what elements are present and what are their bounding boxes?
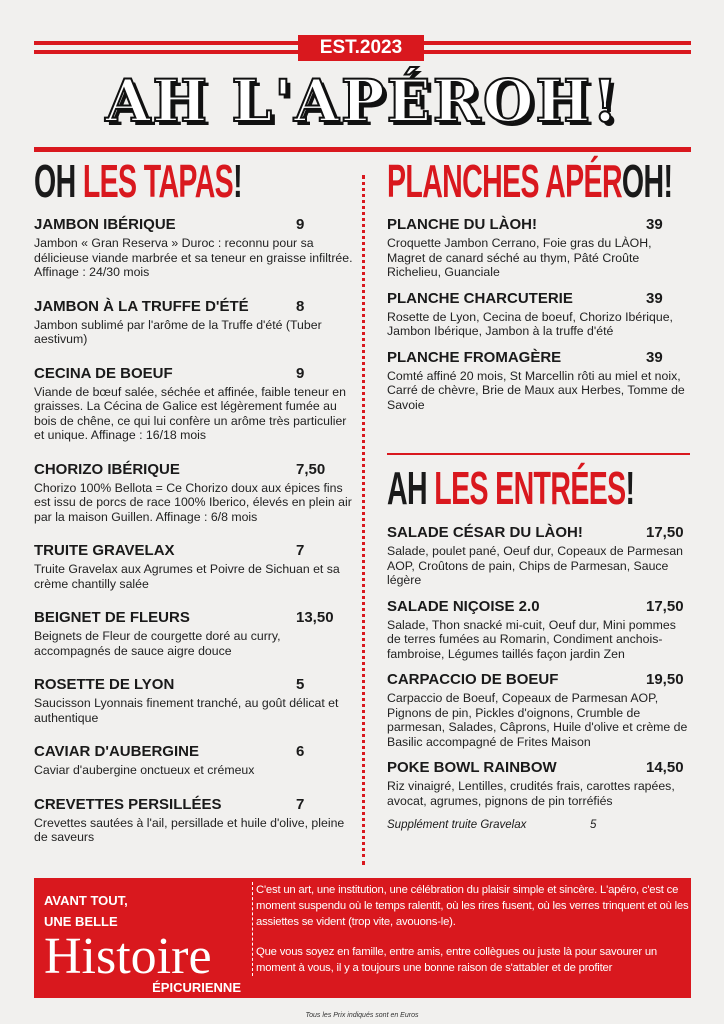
item-description: Viande de bœuf salée, séchée et affinée, faible teneur en graisses. La Cécina de Galice est légèrement fumée au bois de chêne, ce qui lui confère un arôme très particulier et unique. Affinage : 16/18 mois: [34, 384, 347, 442]
item-price: 39: [646, 348, 663, 366]
heading-part: LES ENTRÉES: [434, 462, 626, 514]
item-name: CHORIZO IBÉRIQUE: [34, 460, 180, 478]
item-name: PLANCHE DU LÀOH!: [387, 216, 537, 233]
footer-note: Tous les Prix indiqués sont en Euros: [305, 1012, 419, 1019]
item-description: Saucisson Lyonnais finement tranché, au goût délicat et authentique: [34, 696, 339, 725]
item-name: BEIGNET DE FLEURS: [34, 609, 190, 626]
item-price: 19,50: [646, 671, 684, 688]
item-description: Salade, poulet pané, Oeuf dur, Copeaux de Parmesan AOP, Croûtons de pain, Chips de Parmesan, Sauce légère: [387, 544, 684, 587]
item-price: 17,50: [646, 524, 684, 541]
planches-list: [387, 216, 692, 412]
item-name: SALADE NIÇOISE 2.0: [387, 597, 540, 615]
item-name: JAMBON À LA TRUFFE D'ÉTÉ: [34, 297, 249, 315]
item-price: 9: [296, 364, 305, 382]
histoire-line: AVANT TOUT,: [44, 893, 128, 908]
item-price: 14,50: [646, 759, 684, 776]
heading-part: !: [233, 155, 242, 207]
menu-item: [34, 743, 356, 778]
tapas-heading: [34, 155, 242, 207]
item-description: Jambon « Gran Reserva » Duroc : reconnu pour sa délicieuse viande marbrée et sa teneur en graisse infiltrée. Affinage : 24/30 mois: [34, 236, 353, 279]
menu-item: [34, 542, 356, 591]
est-badge: EST.2023: [298, 35, 424, 61]
supplement-label: Supplément truite Gravelax: [387, 819, 527, 831]
entrees-list: [387, 524, 692, 833]
section-rule: [387, 453, 690, 455]
histoire-box: [34, 878, 691, 998]
histoire-title: Histoire: [44, 928, 212, 985]
item-description: Jambon sublimé par l'arôme de la Truffe d'été (Tuber aestivum): [34, 317, 322, 346]
item-description: Comté affiné 20 mois, St Marcellin rôti au miel et noix, Carré de chèvre, Brie de Maux aux Herbes, Tomme de Savoie: [387, 368, 685, 412]
menu-item: [34, 216, 356, 280]
item-name: PLANCHE FROMAGÈRE: [387, 348, 562, 366]
item-description: Beignets de Fleur de courgette doré au curry, accompagnés de sauce aigre douce: [34, 629, 281, 658]
menu-item: [387, 759, 692, 808]
heading-part: OH!: [621, 155, 673, 207]
heading-part: PLANCHES APÉR: [387, 155, 622, 207]
item-price: 7: [296, 542, 305, 559]
planches-heading: [387, 155, 672, 207]
item-price: 17,50: [646, 597, 684, 615]
supplement: [387, 818, 692, 833]
histoire-paragraph: Que vous soyez en famille, entre amis, entre collègues ou juste là pour savourer un moment à vous, il y a toujours une bonne raison de s'attabler et de profiter: [256, 946, 657, 974]
item-name: CECINA DE BOEUF: [34, 364, 173, 382]
menu-item: [387, 290, 692, 339]
item-price: 7,50: [296, 460, 326, 478]
item-price: 39: [646, 216, 663, 233]
item-name: POKE BOWL RAINBOW: [387, 759, 557, 776]
entrees-heading: [387, 462, 634, 514]
item-description: Chorizo 100% Bellota = Ce Chorizo doux aux épices fins est issu de porcs de race 100% Iberico, élevés en plein air par la maison Guillen. Affinage : 6/8 mois: [34, 480, 352, 524]
item-name: ROSETTE DE LYON: [34, 676, 175, 693]
item-description: Rosette de Lyon, Cecina de boeuf, Chorizo Ibérique, Jambon Ibérique, Jambon à la truffe d'été: [387, 309, 673, 338]
item-name: CAVIAR D'AUBERGINE: [34, 743, 199, 760]
item-name: TRUITE GRAVELAX: [34, 542, 175, 559]
item-description: Crevettes sautées à l'ail, persillade et huile d'olive, pleine de saveurs: [34, 815, 345, 844]
heading-part: AH: [387, 462, 435, 514]
item-description: Caviar d'aubergine onctueux et crémeux: [34, 763, 255, 777]
heading-part: OH: [34, 155, 83, 207]
item-name: PLANCHE CHARCUTERIE: [387, 289, 573, 307]
menu-item: [34, 298, 356, 347]
item-name: SALADE CÉSAR DU LÀOH!: [387, 524, 583, 541]
item-price: 5: [296, 676, 305, 693]
histoire-line: ÉPICURIENNE: [152, 980, 241, 995]
item-price: 13,50: [296, 609, 334, 626]
menu-item: [387, 349, 692, 413]
item-description: Truite Gravelax aux Agrumes et Poivre de Sichuan et sa crème chantilly salée: [34, 562, 340, 591]
item-description: Carpaccio de Boeuf, Copeaux de Parmesan AOP, Pignons de pin, Pickles d'oignons, Crumble de parmesan, Salades, Câprons, Huile d'olive et crème de Basilic accompagné de Frites Maison: [387, 691, 688, 749]
menu-item: [34, 676, 356, 725]
menu-item: [34, 796, 356, 845]
item-price: 6: [296, 743, 305, 760]
tapas-list: [34, 216, 356, 845]
supplement-price: 5: [590, 819, 597, 831]
item-description: Riz vinaigré, Lentilles, crudités frais, carottes rapées, avocat, agrumes, pignons de pin torréfiés: [387, 779, 675, 808]
menu-item: [387, 671, 692, 749]
heading-part: LES TAPAS: [82, 155, 234, 207]
item-name: CARPACCIO DE BOEUF: [387, 671, 559, 688]
item-price: 39: [646, 289, 663, 307]
histoire-line: UNE BELLE: [44, 914, 118, 929]
item-description: Croquette Jambon Cerrano, Foie gras du LÀOH, Magret de canard séché au thym, Pâté Croûte Richelieu, Guanciale: [387, 236, 652, 279]
menu-item: [34, 609, 356, 658]
menu-item: [387, 524, 692, 588]
heading-part: !: [625, 462, 635, 514]
logo-title: AH L'APÉROH!: [105, 67, 620, 135]
menu-item: [387, 216, 692, 280]
menu-item: [34, 461, 356, 525]
item-price: 7: [296, 795, 305, 813]
histoire-paragraph: C'est un art, une institution, une célébration du plaisir simple et sincère. L'apéro, c'est ce moment suspendu où le temps ralentit, où les rires fusent, où les verres trinquent et où les assiettes se vident (trop vite, avouons-le).: [256, 884, 689, 928]
column-divider: [362, 175, 365, 865]
menu-item: [387, 598, 692, 662]
menu-item: [34, 365, 356, 443]
item-name: CREVETTES PERSILLÉES: [34, 795, 222, 813]
item-price: 9: [296, 216, 305, 233]
item-description: Salade, Thon snacké mi-cuit, Oeuf dur, Mini pommes de terres fumées au Romarin, Condiment anchois-fambroise, Légumes taillés façon jardin Zen: [387, 617, 676, 661]
item-price: 8: [296, 297, 305, 315]
item-name: JAMBON IBÉRIQUE: [34, 216, 176, 233]
header-rule: [34, 147, 691, 152]
